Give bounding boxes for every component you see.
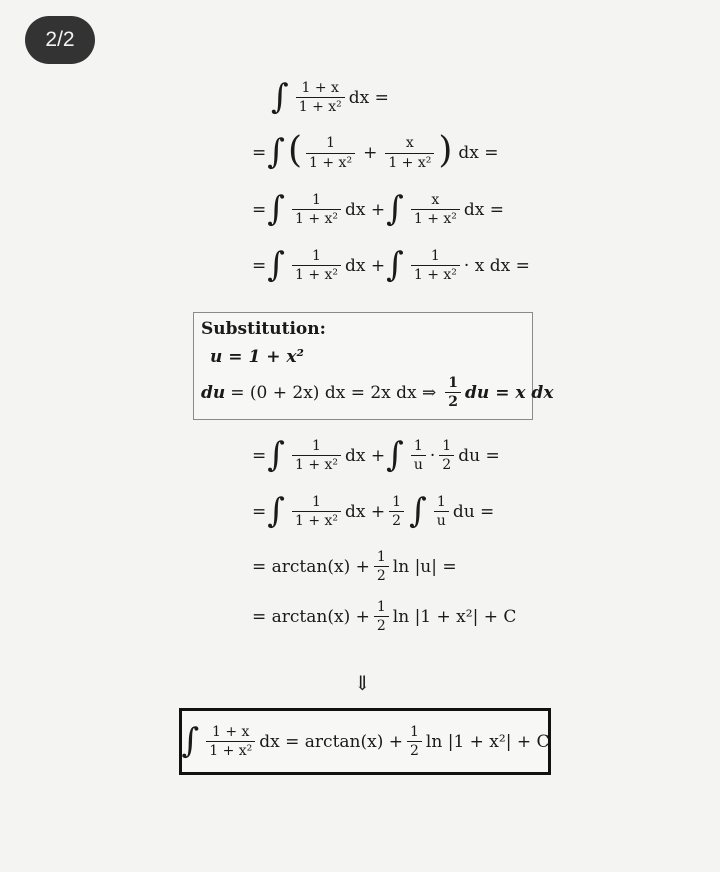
step-lead: = arctan(x) + — [252, 606, 370, 627]
fraction: $\frac{1}{u}$ — [434, 494, 449, 529]
integral-sign: ∫ — [267, 490, 285, 531]
du-term: du — [201, 382, 226, 403]
fraction: $\frac{1}{2}$ — [374, 599, 389, 634]
left-paren: ( — [287, 130, 303, 171]
substitution-du-line — [201, 375, 553, 410]
step-rhs: · x dx = — [463, 255, 530, 276]
implies-down-arrow-icon: ⇓ — [354, 671, 371, 695]
fraction: $\frac{1}{\text{1 + x²}}$ — [292, 248, 341, 283]
integral-sign: ∫ — [271, 76, 289, 117]
fraction: $\frac{1}{u}$ — [411, 438, 426, 473]
equation-step-1 — [270, 76, 389, 117]
du-result: du = x dx — [465, 382, 554, 403]
fraction: $\frac{1}{2}$ — [439, 438, 454, 473]
equals-sign: = — [252, 501, 267, 522]
fraction: $\frac{1}{\text{1 + x²}}$ — [292, 192, 341, 227]
integral-sign: ∫ — [409, 490, 427, 531]
equation-step-8 — [252, 599, 516, 634]
integral-sign: ∫ — [267, 434, 285, 475]
dot-operator: · — [429, 445, 436, 466]
equation-step-2 — [252, 130, 499, 172]
substitution-box — [193, 312, 554, 420]
equals-sign: = — [252, 143, 267, 163]
integral-sign: ∫ — [386, 244, 404, 285]
equation-step-5 — [252, 434, 500, 475]
step-rhs: du = — [458, 445, 500, 466]
integral-sign: ∫ — [267, 244, 285, 285]
step-mid: dx + — [345, 445, 386, 466]
integral-sign: ∫ — [267, 188, 285, 229]
final-rhs: ln |1 + x²| + C — [425, 731, 550, 752]
step-lead: = arctan(x) + — [252, 556, 370, 577]
equation-step-7 — [252, 549, 457, 584]
step-rhs: ln |u| = — [392, 556, 457, 577]
equation-step-6 — [252, 490, 495, 531]
du-derivation: = (0 + 2x) dx = 2x dx ⇒ — [230, 382, 437, 403]
equals-sign: = — [252, 199, 267, 220]
fraction: $\frac{1}{\text{1 + x²}}$ — [306, 135, 355, 170]
substitution-title: Substitution: — [201, 319, 326, 339]
final-result-box — [179, 708, 551, 775]
right-paren: ) — [438, 130, 453, 171]
integral-sign: ∫ — [181, 720, 200, 761]
fraction: $\frac{1}{2}$ — [407, 724, 422, 759]
fraction: $\frac{1 + x}{\text{1 + x²}}$ — [206, 724, 255, 759]
step-rhs: du = — [452, 501, 495, 522]
fraction: $\frac{1}{2}$ — [389, 494, 404, 529]
equals-sign: = — [252, 445, 267, 466]
step-rhs: dx = — [463, 199, 505, 220]
fraction: $\frac{x}{\text{1 + x²}}$ — [411, 192, 460, 227]
fraction: $\frac{1}{2}$ — [374, 549, 389, 584]
fraction: $\frac{1}{\text{1 + x²}}$ — [292, 438, 341, 473]
integral-sign: ∫ — [386, 188, 404, 229]
fraction: $\frac{1}{\text{1 + x²}}$ — [292, 494, 341, 529]
equals-sign: = — [252, 255, 267, 276]
substitution-u-line: u = 1 + x² — [210, 347, 304, 367]
fraction: $\frac{1 + x}{\text{1 + x²}}$ — [296, 80, 345, 115]
fraction: $\frac{x}{\text{1 + x²}}$ — [385, 135, 434, 170]
equation-step-4 — [252, 244, 530, 285]
step-mid: dx + — [345, 255, 386, 276]
integral-sign: ∫ — [267, 132, 285, 172]
page-indicator-badge: 2/2 — [25, 16, 95, 64]
equation-step-3 — [252, 188, 505, 229]
step-rhs: dx = — [348, 87, 389, 108]
final-mid: dx = arctan(x) + — [259, 731, 403, 752]
step-rhs: ln |1 + x²| + C — [392, 606, 517, 627]
fraction: $\frac{1}{\text{1 + x²}}$ — [411, 248, 460, 283]
fraction: $\frac{1}{2}$ — [445, 375, 461, 410]
plus-sign: + — [363, 143, 378, 163]
step-rhs: dx = — [458, 143, 499, 163]
step-mid: dx + — [345, 199, 386, 220]
integral-sign: ∫ — [386, 434, 404, 475]
step-mid: dx + — [345, 501, 386, 522]
